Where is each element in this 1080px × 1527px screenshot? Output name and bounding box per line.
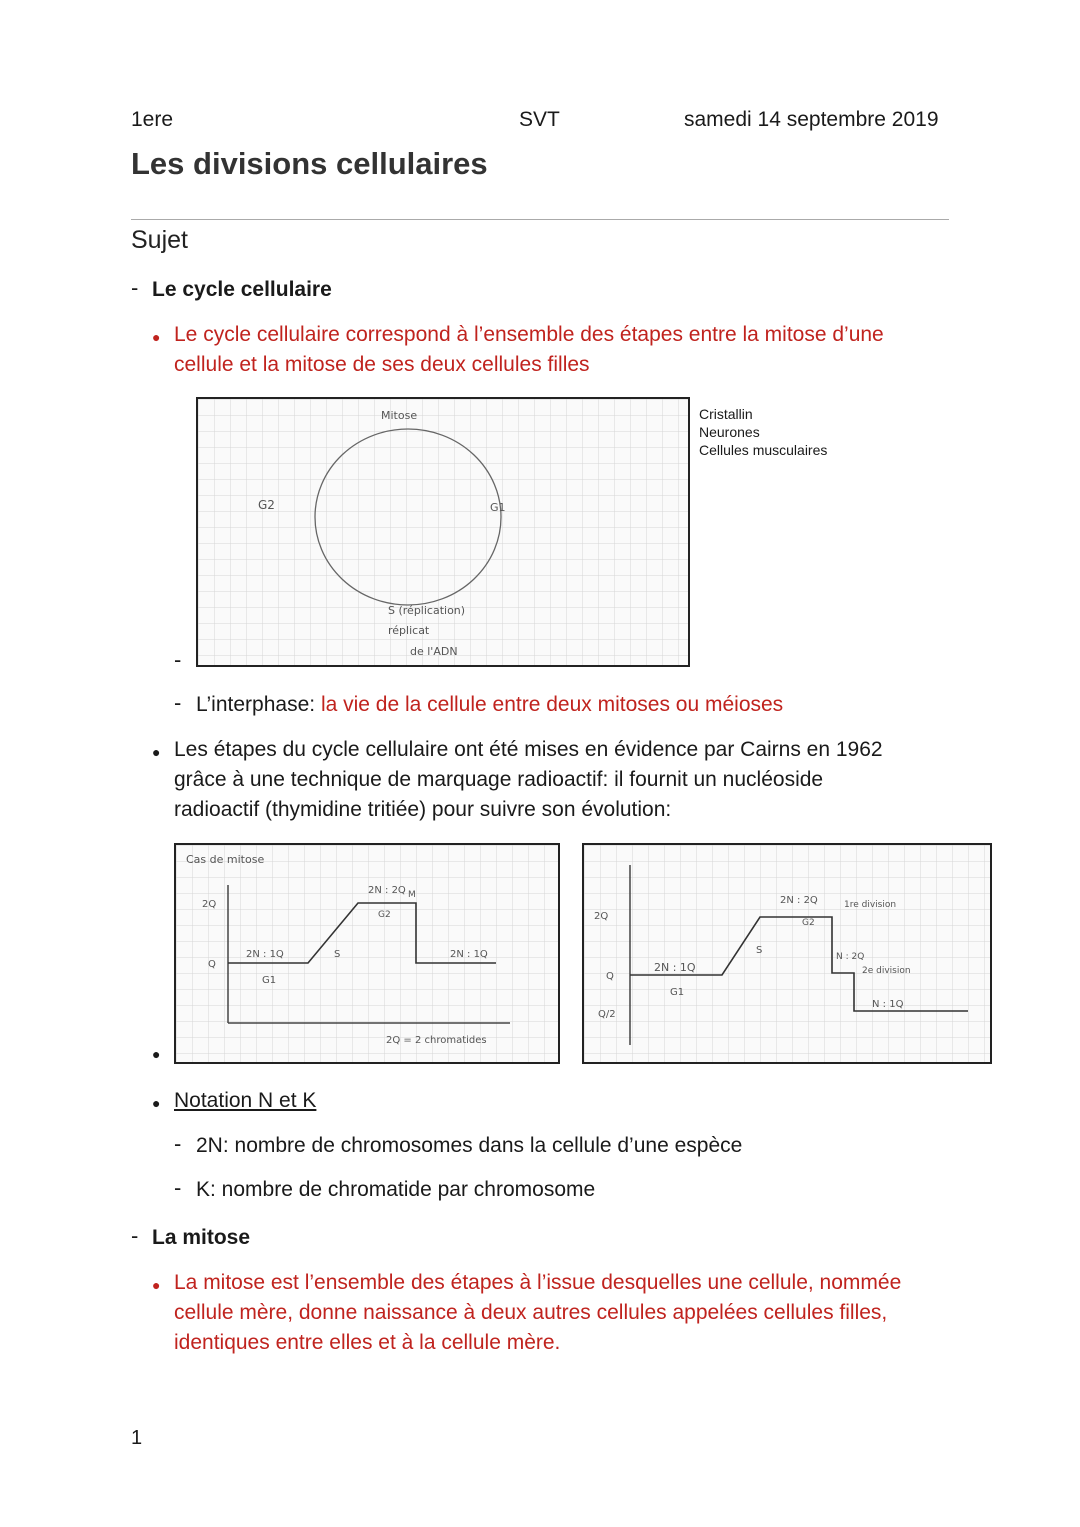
bullet-marker: ●	[152, 1046, 161, 1062]
label-div2: 2e division	[862, 966, 911, 976]
meiose-graph-image	[582, 843, 992, 1064]
title-divider	[131, 219, 949, 220]
mitose-graph-image	[174, 843, 560, 1064]
sujet-heading: Sujet	[131, 226, 188, 254]
label-g1-level: 2N : 1Q	[654, 961, 696, 974]
label-g2: G2	[258, 498, 275, 512]
bullet-marker: ●	[152, 1277, 161, 1293]
interphase-definition: la vie de la cellule entre deux mitoses ou méioses	[320, 693, 784, 716]
cairns-paragraph	[174, 735, 883, 825]
bullet-marker: ●	[152, 1095, 161, 1111]
y-label-q2: Q/2	[598, 1009, 616, 1020]
bullet-marker: ●	[152, 744, 161, 760]
header-level: 1ere	[131, 108, 174, 131]
y-label-2q: 2Q	[594, 911, 609, 922]
interphase-label: L’interphase:	[196, 693, 316, 716]
side-notes	[699, 405, 827, 459]
side-note: Cellules musculaires	[699, 442, 828, 458]
side-note: Neurones	[699, 424, 760, 440]
label-s-note: réplicat	[388, 624, 430, 637]
side-note: Cristallin	[699, 406, 753, 422]
notation-title: Notation N et K	[174, 1089, 317, 1112]
label-g2: G2	[802, 918, 815, 928]
label-mitose: Mitose	[381, 409, 418, 422]
label-g1-level: 2N : 1Q	[246, 949, 284, 960]
mitose-definition	[174, 1268, 901, 1358]
cycle-sketch-image	[196, 397, 690, 667]
label-after2: N : 1Q	[872, 999, 904, 1010]
section-heading-cycle: Le cycle cellulaire	[152, 278, 332, 301]
label-s: S	[334, 949, 341, 960]
dash-marker: -	[174, 1175, 182, 1200]
cycle-definition	[174, 320, 884, 380]
text-line: radioactif (thymidine tritiée) pour suivre son évolution:	[174, 798, 672, 821]
text-line: identiques entre elles et à la cellule mère.	[174, 1331, 561, 1354]
notation-item: 2N: nombre de chromosomes dans la cellule d’une espèce	[196, 1134, 743, 1157]
label-div1: 1re division	[844, 900, 897, 910]
text-line: cellule et la mitose de ses deux cellules filles	[174, 353, 590, 376]
label-m: M	[408, 890, 416, 900]
y-label-q: Q	[208, 959, 216, 970]
header-date: samedi 14 septembre 2019	[684, 108, 939, 131]
label-g2-level: 2N : 2Q	[780, 895, 818, 906]
label-g1: G1	[490, 501, 506, 514]
y-label-2q: 2Q	[202, 899, 217, 910]
interphase-line	[196, 690, 783, 720]
x-note: 2Q = 2 chromatides	[386, 1035, 487, 1046]
dash-marker: -	[174, 690, 182, 715]
notation-item: K: nombre de chromatide par chromosome	[196, 1178, 596, 1201]
text-line: La mitose est l’ensemble des étapes à l’issue desquelles une cellule, nommée	[174, 1271, 902, 1294]
section-heading-mitose: La mitose	[152, 1226, 251, 1249]
meiose-graph	[584, 845, 990, 1062]
label-g1: G1	[262, 975, 277, 986]
label-g2: G2	[378, 910, 391, 920]
label-g1: G1	[670, 987, 685, 998]
page-title: Les divisions cellulaires	[131, 146, 488, 181]
cycle-sketch	[198, 399, 688, 665]
label-g2-level: 2N : 2Q	[368, 885, 406, 896]
label-s: S (réplication)	[388, 604, 466, 617]
y-label-q: Q	[606, 971, 614, 982]
dash-marker: -	[174, 1131, 182, 1156]
graph-title: Cas de mitose	[186, 853, 265, 866]
label-after1: N : 2Q	[836, 952, 865, 962]
text-line: cellule mère, donne naissance à deux autres cellules appelées cellules filles,	[174, 1301, 888, 1324]
label-after: 2N : 1Q	[450, 949, 488, 960]
text-line: Les étapes du cycle cellulaire ont été mises en évidence par Cairns en 1962	[174, 738, 883, 761]
header-subject: SVT	[519, 108, 560, 131]
text-line: grâce à une technique de marquage radioactif: il fournit un nucléoside	[174, 768, 824, 791]
bullet-marker: ●	[152, 329, 161, 345]
label-adn: de l'ADN	[410, 645, 458, 658]
dash-marker: -	[174, 647, 182, 672]
text-line: Le cycle cellulaire correspond à l’ensemble des étapes entre la mitose d’une	[174, 323, 884, 346]
dash-marker: -	[131, 275, 139, 300]
mitose-graph	[176, 845, 558, 1062]
label-s: S	[756, 945, 763, 956]
page-number: 1	[131, 1427, 143, 1449]
dash-marker: -	[131, 1223, 139, 1248]
